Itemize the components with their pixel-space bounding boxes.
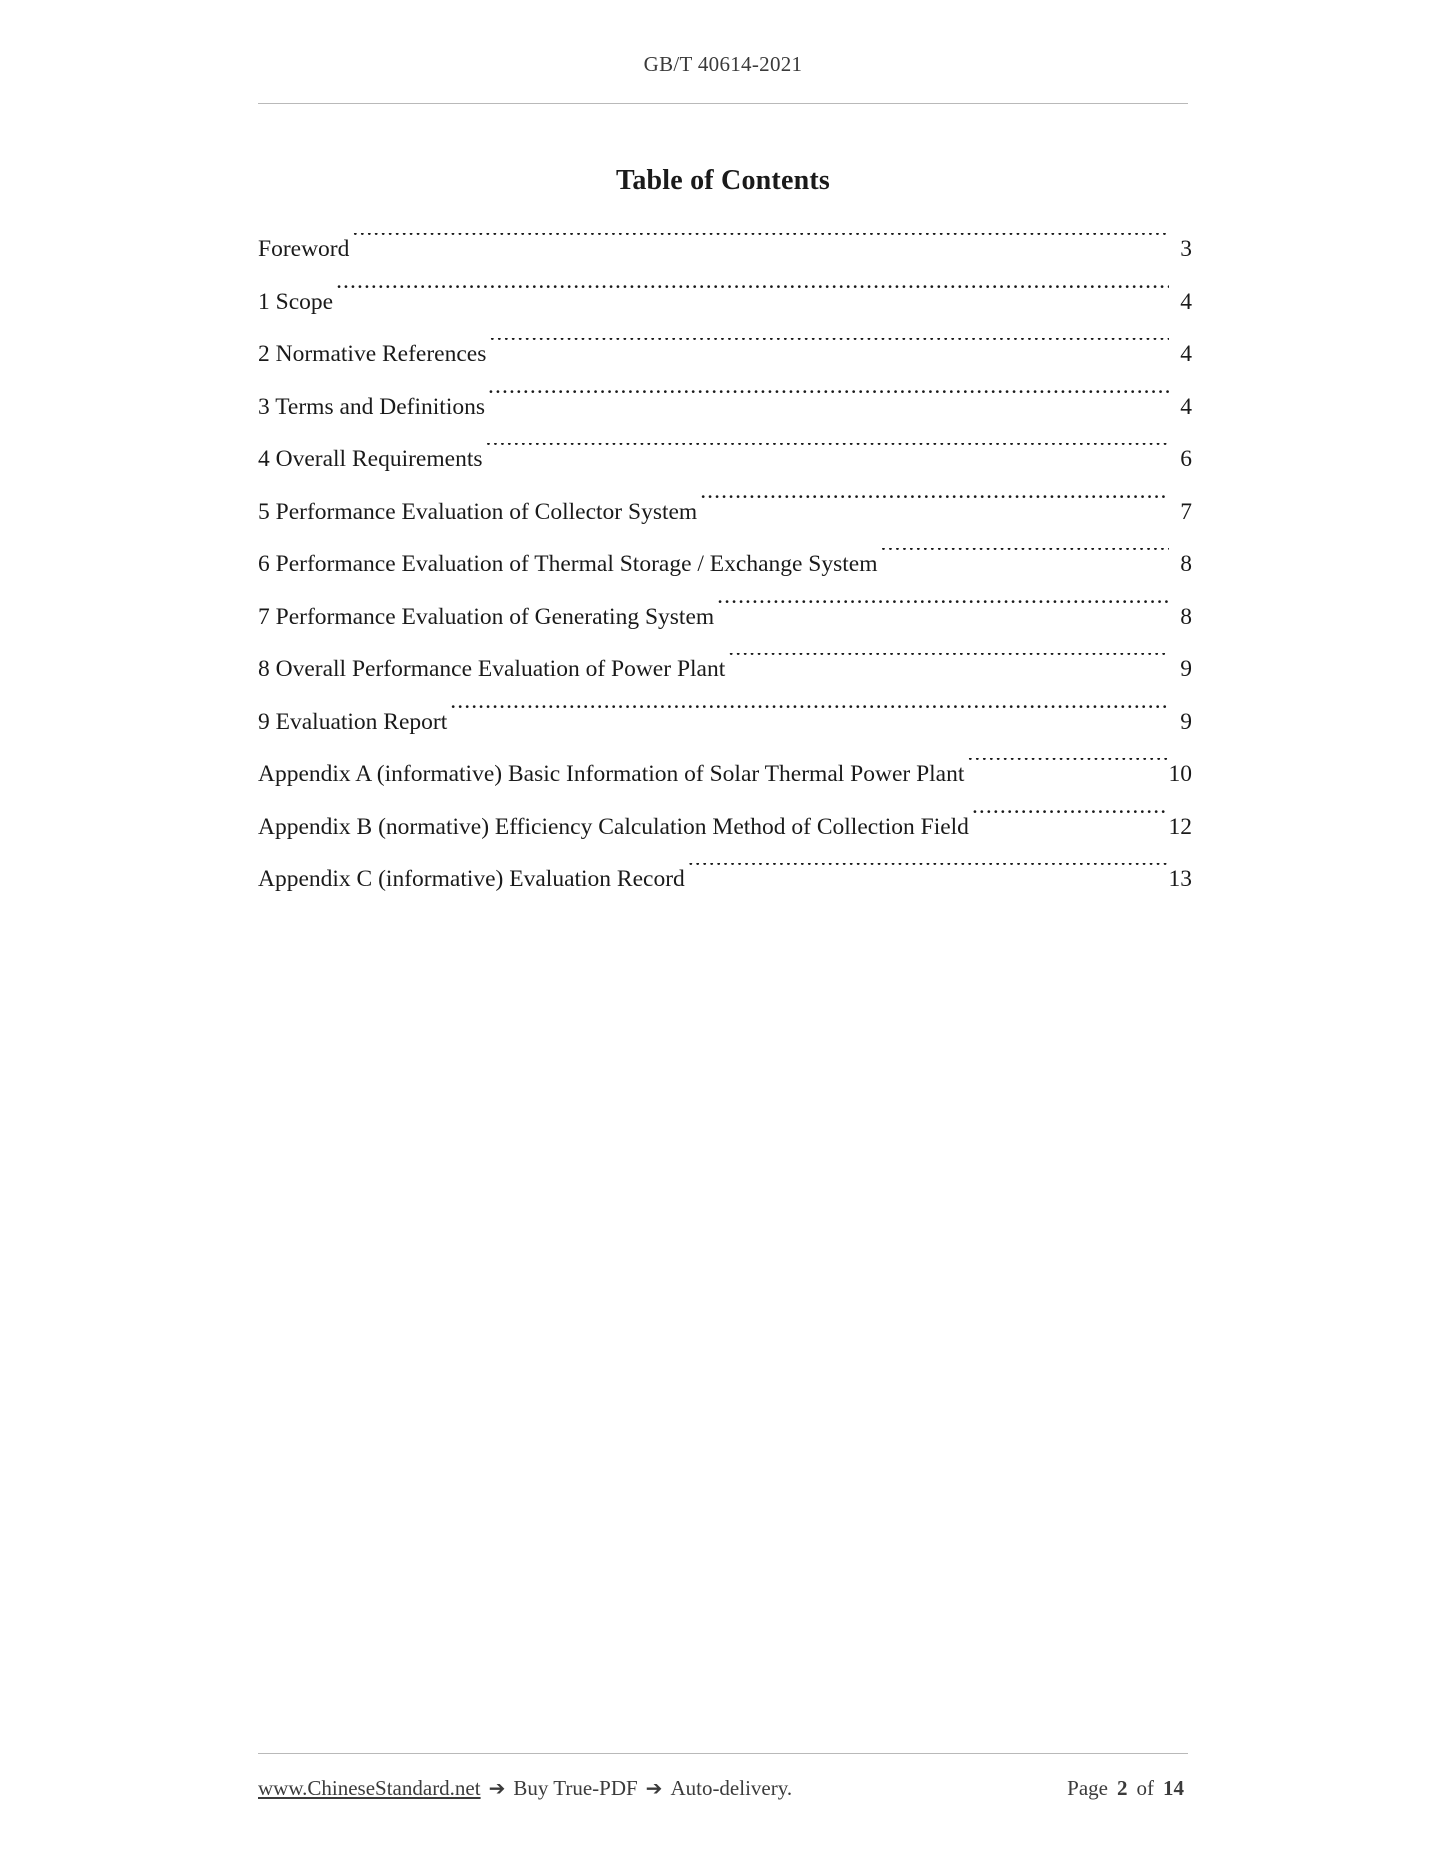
toc-entry-page: 10 [1168,761,1192,787]
toc-entry-page: 4 [1180,341,1192,367]
toc-leader-dots [336,285,1169,309]
toc-entry[interactable] [258,801,1192,854]
toc-entry[interactable] [258,748,1192,801]
toc-entry-label: 8 Overall Performance Evaluation of Power Plant [258,656,726,682]
toc-entry-label: 6 Performance Evaluation of Thermal Storage / Exchange System [258,551,878,577]
toc-leader-dots [717,600,1169,624]
toc-entry-label: Appendix A (informative) Basic Information of Solar Thermal Power Plant [258,761,965,787]
toc-entry[interactable] [258,433,1192,486]
toc-entry[interactable] [258,223,1192,276]
toc-entry[interactable] [258,853,1192,906]
toc-entry-page: 8 [1180,603,1192,630]
delivery-label: Auto-delivery. [670,1776,793,1800]
toc-entry-page: 12 [1168,813,1192,840]
toc-entry-label: Appendix B (normative) Efficiency Calculation Method of Collection Field [258,813,969,840]
of-word: of [1136,1776,1154,1800]
toc-entry[interactable] [258,276,1192,329]
header-divider [258,103,1188,104]
page-footer [258,1776,1188,1801]
standard-code: GB/T 40614-2021 [643,52,803,76]
toc-entry-label: 4 Overall Requirements [258,446,483,472]
page-title: Table of Contents [616,165,830,196]
toc-entry-label: Foreword [258,236,350,262]
toc-entry[interactable] [258,328,1192,381]
arrow-right-icon: ➔ [488,1778,506,1800]
toc-entry-label: 2 Normative References [258,341,487,367]
toc-leader-dots [688,863,1168,887]
toc-entry-label: Appendix C (informative) Evaluation Record [258,866,685,892]
toc-entry[interactable] [258,486,1192,539]
toc-entry-page: 7 [1180,498,1192,525]
toc-entry-page: 4 [1180,288,1192,315]
website-link[interactable]: www.ChineseStandard.net [258,1776,481,1800]
toc-entry[interactable] [258,643,1192,696]
toc-entry-label: 3 Terms and Definitions [258,393,486,420]
total-page-number: 14 [1163,1776,1184,1800]
toc-entry-label: 9 Evaluation Report [258,708,448,735]
page-word: Page [1067,1776,1108,1800]
buy-label: Buy True-PDF [513,1776,638,1800]
toc-entry-label: 1 Scope [258,288,334,315]
page-header [258,52,1188,77]
toc-entry[interactable] [258,381,1192,434]
toc-entry-label: 7 Performance Evaluation of Generating System [258,603,715,630]
page-indicator [1067,1776,1188,1801]
toc-leader-dots [881,548,1169,572]
toc-entry[interactable] [258,538,1192,591]
toc-leader-dots [728,653,1169,677]
toc-leader-dots [486,443,1170,467]
toc-entry-page: 13 [1168,866,1192,892]
footer-purchase-info [258,1776,792,1801]
toc-entry-page: 8 [1180,551,1192,577]
toc-entry-page: 9 [1180,708,1192,735]
toc-entry-page: 4 [1180,393,1192,420]
current-page-number: 2 [1117,1776,1128,1800]
toc-entry-label: 5 Performance Evaluation of Collector System [258,498,698,525]
toc-entry-page: 6 [1180,446,1192,472]
toc-leader-dots [700,495,1169,519]
toc-leader-dots [967,758,1167,782]
toc-entry[interactable] [258,696,1192,749]
toc-leader-dots [488,390,1169,414]
toc-leader-dots [489,338,1169,362]
toc-entry-page: 9 [1180,656,1192,682]
toc-leader-dots [352,233,1169,257]
toc-entry[interactable] [258,591,1192,644]
toc-leader-dots [450,705,1169,729]
table-of-contents [258,223,1192,906]
footer-divider [258,1753,1188,1754]
toc-leader-dots [972,810,1168,834]
arrow-right-icon: ➔ [645,1778,663,1800]
toc-entry-page: 3 [1180,236,1192,262]
